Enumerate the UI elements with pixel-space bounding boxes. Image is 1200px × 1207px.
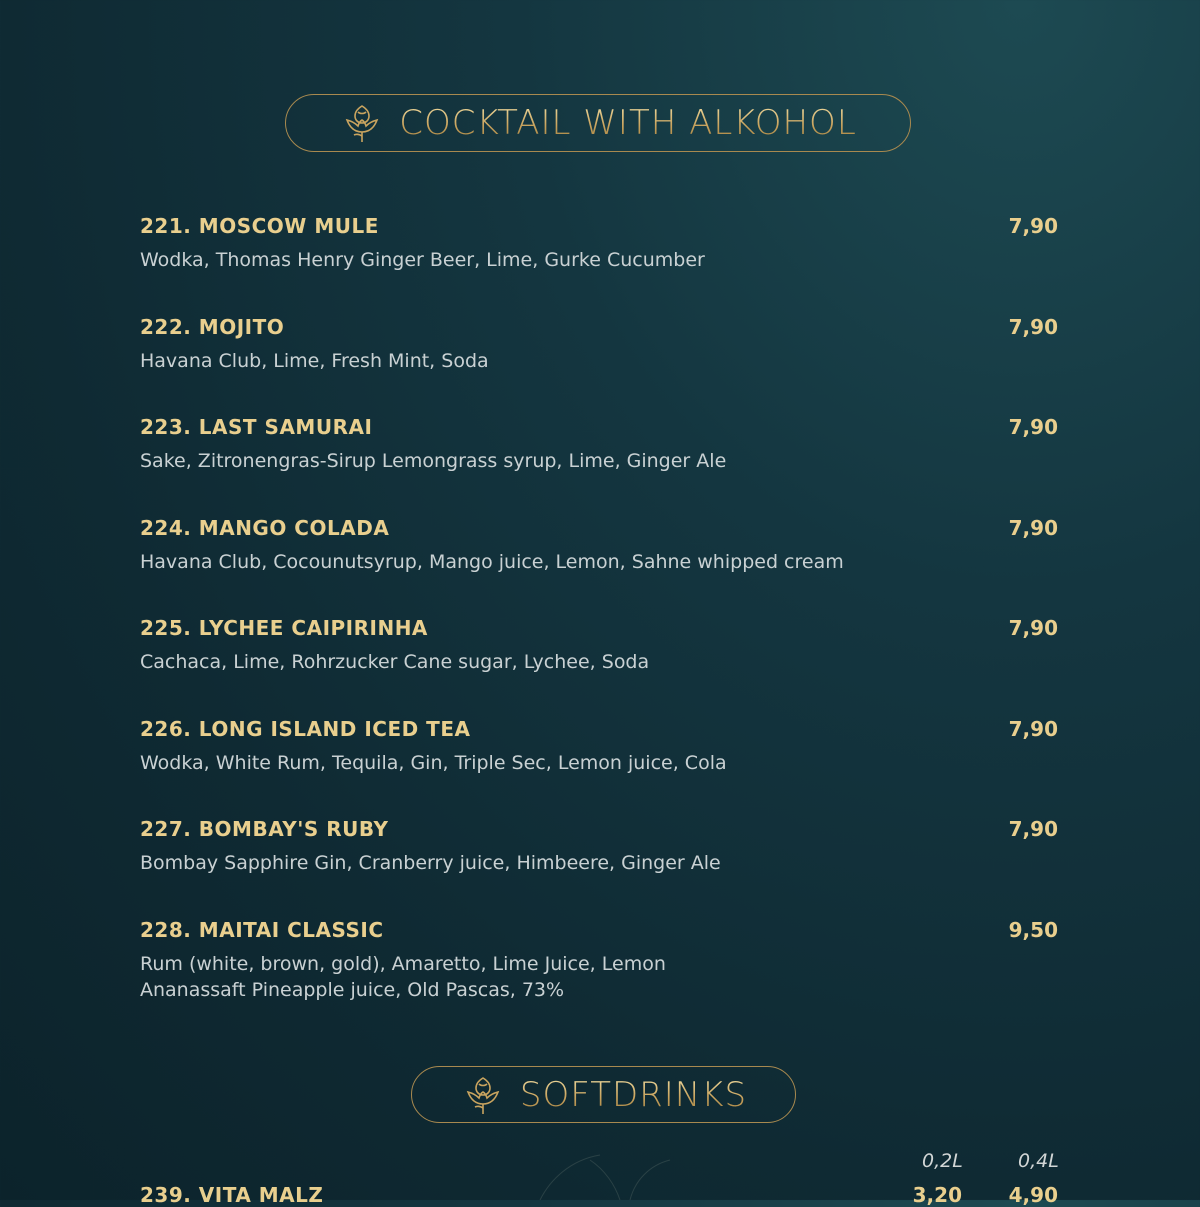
item-price: 7,90 bbox=[1008, 616, 1058, 640]
item-description: Bombay Sapphire Gin, Cranberry juice, Himbeere, Ginger Ale bbox=[140, 852, 721, 874]
item-description: Sake, Zitronengras-Sirup Lemongrass syrup, Lime, Ginger Ale bbox=[140, 450, 727, 472]
item-price: 7,90 bbox=[1008, 717, 1058, 741]
item-name: 228. MAITAI CLASSIC bbox=[140, 918, 384, 942]
item-name: 225. LYCHEE CAIPIRINHA bbox=[140, 616, 428, 640]
size-header-large: 0,4L bbox=[1018, 1150, 1059, 1172]
rose-icon bbox=[460, 1072, 506, 1118]
item-price: 9,50 bbox=[1008, 918, 1058, 942]
section-title: SOFTDRINKS bbox=[519, 1074, 748, 1115]
item-description: Wodka, Thomas Henry Ginger Beer, Lime, Gurke Cucumber bbox=[140, 249, 705, 271]
cocktail-section-header bbox=[285, 94, 911, 152]
item-price-large: 4,90 bbox=[1008, 1183, 1058, 1207]
item-name: 226. LONG ISLAND ICED TEA bbox=[140, 717, 471, 741]
item-description: Wodka, White Rum, Tequila, Gin, Triple Sec, Lemon juice, Cola bbox=[140, 752, 727, 774]
item-name: 224. MANGO COLADA bbox=[140, 516, 390, 540]
softdrinks-section-header bbox=[411, 1066, 796, 1123]
section-title: COCKTAIL WITH ALKOHOL bbox=[399, 103, 857, 143]
item-price-small: 3,20 bbox=[912, 1183, 962, 1207]
item-description: Havana Club, Lime, Fresh Mint, Soda bbox=[140, 350, 489, 372]
item-name: 222. MOJITO bbox=[140, 315, 285, 339]
item-name: 221. MOSCOW MULE bbox=[140, 214, 379, 238]
decorative-sketch bbox=[500, 1140, 700, 1200]
item-description: Havana Club, Cocounutsyrup, Mango juice, Lemon, Sahne whipped cream bbox=[140, 551, 844, 573]
item-name: 227. BOMBAY'S RUBY bbox=[140, 817, 389, 841]
size-header-small: 0,2L bbox=[922, 1150, 963, 1172]
item-description: Rum (white, brown, gold), Amaretto, Lime Juice, Lemon Ananassaft Pineapple juice, Old Pascas, 73% bbox=[140, 953, 666, 1001]
rose-icon bbox=[339, 100, 385, 146]
item-name: 239. VITA MALZ bbox=[140, 1183, 324, 1207]
item-name: 223. LAST SAMURAI bbox=[140, 415, 373, 439]
item-price: 7,90 bbox=[1008, 415, 1058, 439]
item-price: 7,90 bbox=[1008, 817, 1058, 841]
item-price: 7,90 bbox=[1008, 214, 1058, 238]
item-price: 7,90 bbox=[1008, 516, 1058, 540]
item-price: 7,90 bbox=[1008, 315, 1058, 339]
item-description: Cachaca, Lime, Rohrzucker Cane sugar, Lychee, Soda bbox=[140, 651, 650, 673]
